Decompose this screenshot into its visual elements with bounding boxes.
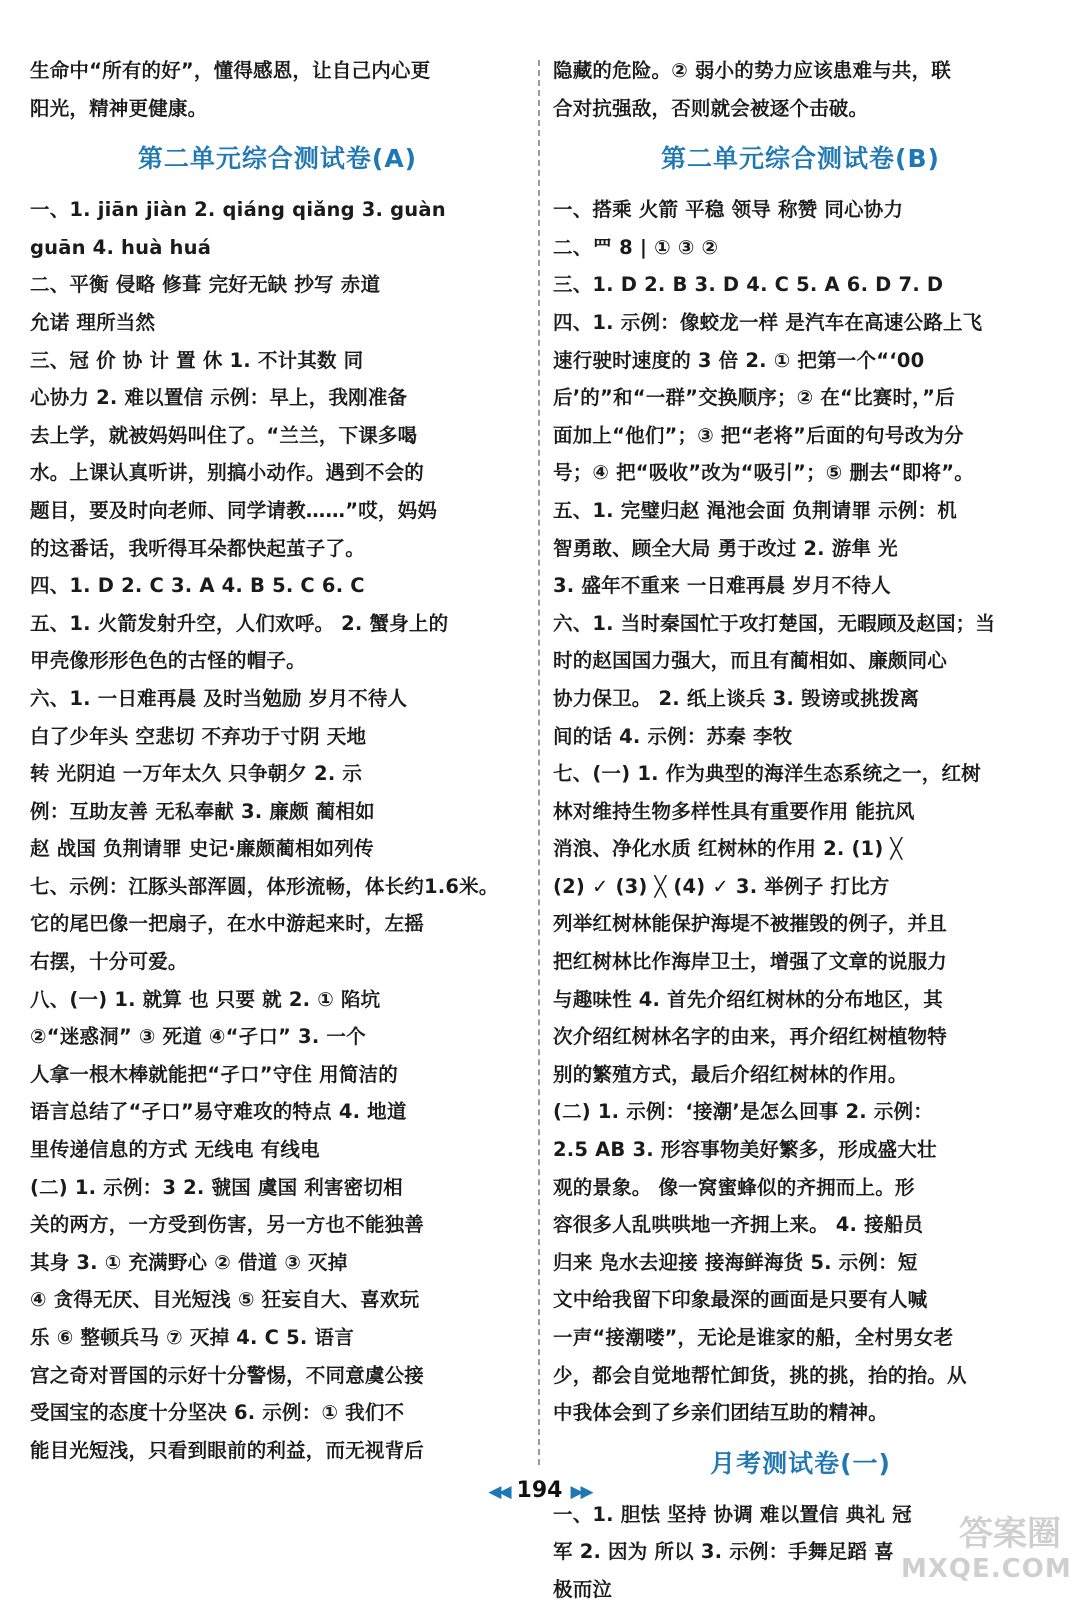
answer-line: 右摆，十分可爱。 <box>30 950 188 974</box>
section-heading: 月考测试卷(一) <box>710 1448 891 1478</box>
answer-line: 六、1. 一日难再晨 及时当勉励 岁月不待人 <box>30 686 408 710</box>
answer-line: 五、1. 火箭发射升空，人们欢呼。 2. 蟹身上的 <box>30 611 449 635</box>
answer-line: 一、搭乘 火箭 平稳 领导 称赞 同心协力 <box>553 198 904 222</box>
answer-line: 四、1. D 2. C 3. A 4. B 5. C 6. C <box>30 574 365 598</box>
answer-line: 甲壳像形形色色的古怪的帽子。 <box>30 649 306 673</box>
answer-line: 八、(一) 1. 就算 也 只要 就 2. ① 陷坑 <box>30 987 381 1011</box>
answer-line: 间的话 4. 示例：苏秦 李牧 <box>553 724 793 748</box>
prev-arrows-icon: ◀◀ <box>488 1482 509 1502</box>
answer-line: 宫之奇对晋国的示好十分警惕，不同意虞公接 <box>30 1363 425 1387</box>
answer-line: 三、冠 价 协 计 置 休 1. 不计其数 同 <box>30 348 364 372</box>
answer-line: 人拿一根木棒就能把“孑口”守住 用简洁的 <box>30 1062 398 1086</box>
answer-line: guān 4. huà huá <box>30 235 212 259</box>
answer-line: 后’的”和“一群”交换顺序；② 在“比赛时，”后 <box>553 386 955 410</box>
answer-line: 时的赵国国力强大，而且有蔺相如、廉颇同心 <box>553 649 948 673</box>
answer-line: 面加上“他们”；③ 把“老将”后面的句号改为分 <box>553 423 964 447</box>
answer-line: 能目光短浅，只看到眼前的利益，而无视背后 <box>30 1438 425 1462</box>
answer-line: 军 2. 因为 所以 3. 示例：手舞足蹈 喜 <box>553 1540 894 1564</box>
answer-line: 二、罒 8 | ① ③ ② <box>553 235 719 259</box>
answer-line: 里传递信息的方式 无线电 有线电 <box>30 1138 320 1162</box>
answer-line: 号；④ 把“吸收”改为“吸引”；⑤ 删去“即将”。 <box>553 461 974 485</box>
answer-line: 它的尾巴像一把扇子，在水中游起来时，左摇 <box>30 912 425 936</box>
answer-line: 一声“接潮喽”，无论是谁家的船，全村男女老 <box>553 1326 954 1349</box>
answer-line: 隐藏的危险。② 弱小的势力应该患难与共，联 <box>553 59 951 82</box>
answer-line: 合对抗强敌，否则就会被逐个击破。 <box>553 96 869 120</box>
answer-line: 智勇敢、顾全大局 勇于改过 2. 游隼 光 <box>553 536 898 560</box>
answer-line: 五、1. 完璧归赵 渑池会面 负荆请罪 示例：机 <box>553 498 957 522</box>
answer-line: 文中给我留下印象最深的画面是只要有人喊 <box>553 1288 928 1312</box>
answer-line: 少，都会自觉地帮忙卸货，挑的挑，抬的抬。从 <box>553 1363 967 1387</box>
answer-line: ②“迷惑洞” ③ 死道 ④“孑口” 3. 一个 <box>30 1025 366 1049</box>
answer-line: 二、平衡 侵略 修葺 完好无缺 抄写 赤道 <box>30 273 381 297</box>
answer-line: 一、1. jiān jiàn 2. qiáng qiǎng 3. guàn <box>30 198 446 222</box>
answer-line: (二) 1. 示例：3 2. 虢国 虞国 利害密切相 <box>30 1175 403 1199</box>
answer-line: 白了少年头 空悲切 不弃功于寸阴 天地 <box>30 724 367 748</box>
column-divider <box>538 60 540 1465</box>
answer-line: 中我体会到了乡亲们团结互助的精神。 <box>553 1401 888 1425</box>
section-heading: 第二单元综合测试卷(B) <box>661 144 940 174</box>
answer-line: 受国宝的态度十分坚决 6. 示例：① 我们不 <box>30 1401 405 1425</box>
answer-line: 生命中“所有的好”，懂得感恩，让自己内心更 <box>30 59 431 82</box>
watermark-logo <box>901 1514 1072 1588</box>
answer-line: 与趣味性 4. 首先介绍红树林的分布地区，其 <box>553 987 943 1011</box>
answer-line: 乐 ⑥ 整顿兵马 ⑦ 灭掉 4. C 5. 语言 <box>30 1326 354 1349</box>
left-column <box>30 52 525 1469</box>
answer-line: 例：互助友善 无私奉献 3. 廉颇 蔺相如 <box>30 799 375 823</box>
answer-line: 题目，要及时向老师、同学请教……”哎，妈妈 <box>30 498 438 522</box>
answer-line: 观的景象。 像一窝蜜蜂似的齐拥而上。形 <box>553 1175 915 1199</box>
answer-line: (2) ✓ (3) ╳ (4) ✓ 3. 举例子 打比方 <box>553 874 890 898</box>
answer-line: 2.5 AB 3. 形容事物美好繁多，形成盛大壮 <box>553 1138 937 1162</box>
answer-line: 转 光阴迫 一万年太久 只争朝夕 2. 示 <box>30 762 363 786</box>
answer-line: 三、1. D 2. B 3. D 4. C 5. A 6. D 7. D <box>553 273 944 297</box>
page-number: 194 <box>516 1478 563 1503</box>
answer-line: 的这番话，我听得耳朵都快起茧子了。 <box>30 536 365 560</box>
answer-line: 一、1. 胆怯 坚持 协调 难以置信 典礼 冠 <box>553 1502 912 1526</box>
answer-line: 极而泣 <box>553 1577 613 1601</box>
answer-line: 心协力 2. 难以置信 示例：早上，我刚准备 <box>30 386 408 410</box>
next-arrows-icon: ▶▶ <box>570 1482 591 1502</box>
answer-line: 允诺 理所当然 <box>30 310 156 334</box>
answer-line: 林对维持生物多样性具有重要作用 能抗风 <box>553 799 915 823</box>
watermark-url: MXQE.COM <box>901 1554 1072 1584</box>
answer-line: 四、1. 示例：像蛟龙一样 是汽车在高速公路上飞 <box>553 310 983 334</box>
answer-line: 列举红树林能保护海堤不被摧毁的例子，并且 <box>553 912 948 936</box>
answer-line: (二) 1. 示例：‘接潮’是怎么回事 2. 示例： <box>553 1100 933 1124</box>
answer-line: 去上学，就被妈妈叫住了。“兰兰，下课多喝 <box>30 423 418 447</box>
answer-line: 归来 凫水去迎接 接海鲜海货 5. 示例：短 <box>553 1250 918 1274</box>
answer-line: 水。上课认真听讲，别搞小动作。遇到不会的 <box>30 461 425 485</box>
page-footer <box>0 1478 1079 1503</box>
answer-line: 次介绍红树林名字的由来，再介绍红树植物特 <box>553 1025 948 1049</box>
answer-line: 把红树林比作海岸卫士，增强了文章的说服力 <box>553 950 948 974</box>
answer-line: 七、示例：江豚头部浑圆，体形流畅，体长约1.6米。 <box>30 874 499 898</box>
answer-line: 速行驶时速度的 3 倍 2. ① 把第一个“‘00 <box>553 348 925 372</box>
watermark-logo-text: 答案圈 <box>959 1514 1061 1554</box>
answer-line: 语言总结了“孑口”易守难攻的特点 4. 地道 <box>30 1100 407 1124</box>
answer-line: 其身 3. ① 充满野心 ② 借道 ③ 灭掉 <box>30 1250 348 1274</box>
section-heading: 第二单元综合测试卷(A) <box>137 144 418 174</box>
right-column <box>553 52 1048 1609</box>
answer-line: ④ 贪得无厌、目光短浅 ⑤ 狂妄自大、喜欢玩 <box>30 1288 420 1312</box>
answer-line: 赵 战国 负荆请罪 史记·廉颇蔺相如列传 <box>30 837 374 861</box>
answer-line: 协力保卫。 2. 纸上谈兵 3. 毁谤或挑拨离 <box>553 686 920 710</box>
answer-line: 消浪、净化水质 红树林的作用 2. (1) ╳ <box>553 837 903 861</box>
answer-line: 3. 盛年不重来 一日难再晨 岁月不待人 <box>553 574 891 598</box>
answer-line: 别的繁殖方式，最后介绍红树林的作用。 <box>553 1062 908 1086</box>
answer-line: 容很多人乱哄哄地一齐拥上来。 4. 接船员 <box>553 1213 924 1237</box>
answer-line: 六、1. 当时秦国忙于攻打楚国，无暇顾及赵国；当 <box>553 611 996 635</box>
answer-line: 关的两方，一方受到伤害，另一方也不能独善 <box>30 1213 425 1237</box>
answer-line: 七、(一) 1. 作为典型的海洋生态系统之一，红树 <box>553 762 981 786</box>
answer-line: 阳光，精神更健康。 <box>30 96 208 120</box>
